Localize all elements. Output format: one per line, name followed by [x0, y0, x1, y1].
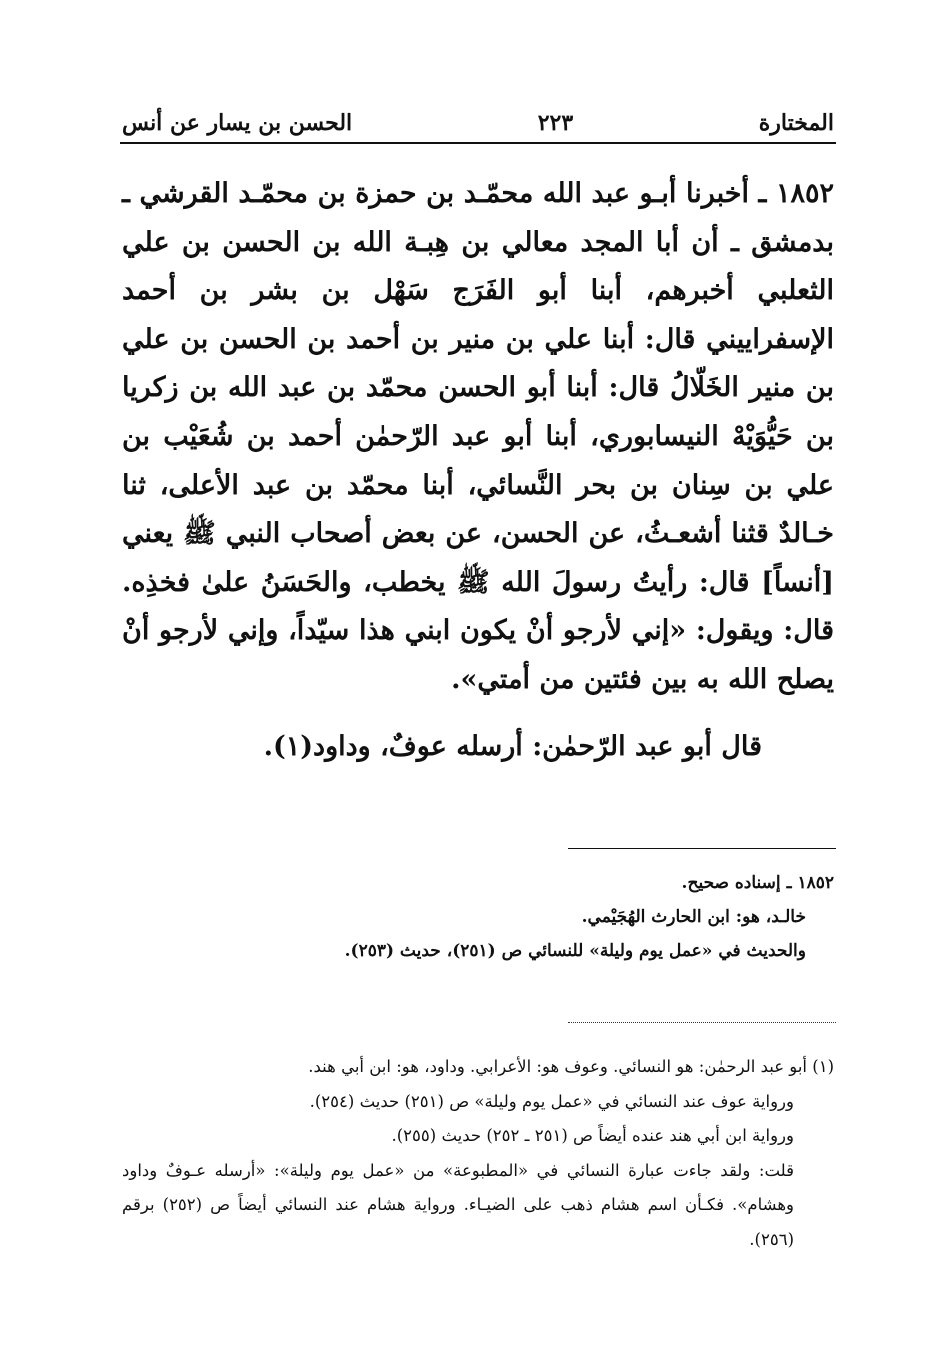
header-rule [120, 142, 836, 144]
footnote-line: ورواية عوف عند النسائي في «عمل يوم وليلة» ص (٢٥١) حديث (٢٥٤). [309, 1091, 794, 1111]
main-text [122, 170, 834, 771]
header-book-title: المختارة [758, 110, 834, 136]
footnotes [122, 1050, 834, 1257]
note-line: والحديث في «عمل يوم وليلة» للنسائي ص (٢٥١)، حديث (٢٥٣). [344, 941, 806, 961]
page-header [122, 96, 834, 136]
editor-notes [122, 866, 834, 968]
footnote-line: قلت: ولقد جاءت عبارة النسائي في «المطبوعة» من «عمل يوم وليلة»: «أرسله عـوفٌ وداود وهشام». فكـأن اسم هشام ذهب على الضيـاء. ورواية هشام عند النسائي أيضاً ص (٢٥٢) برقم (٢٥٦). [122, 1160, 795, 1249]
note-line: ١٨٥٢ ـ إسناده صحيح. [681, 873, 834, 893]
header-chapter-title: الحسن بن يسار عن أنس [122, 110, 353, 136]
note-line: خالـد، هو: ابن الحارث الهُجَيْمي. [581, 907, 806, 927]
footnote-line: (١) أبو عبد الرحمٰن: هو النسائي. وعوف هو: الأعرابي. وداود، هو: ابن أبي هند. [308, 1057, 834, 1076]
narrator-remark: قال أبو عبد الرّحمٰن: أرسله عوفٌ، وداود(١). [263, 730, 762, 762]
hadith-paragraph: ١٨٥٢ ـ أخبرنا أبـو عبد الله محمّـد بن حمزة بن محمّـد القرشي ـ بدمشق ـ أن أبا المجد معالي بن هِبـة الله بن الحسن بن علي الثعلبي أخبرهم، أبنا أبو الفَرَج سَهْل بن بشر بن أحمد الإسفراييني قال: أبنا علي بن منير بن أحمد بن الحسن بن علي بن منير الخَلّالُ قال: أبنا أبو الحسن محمّد بن عبد الله بن زكريا بن حَيُّوَيْهْ النيسابوري، أبنا أبو عبد الرّحمٰن أحمد بن شُعَيْب بن علي بن سِنان بن بحر النَّسائي، أبنا محمّد بن عبد الأعلى، ثنا خـالدٌ قثنا أشعـثُ، عن الحسن، عن بعض أصحاب النبي ﷺ يعني [أنساً] قال: رأيتُ رسولَ الله ﷺ يخطب، والحَسَنُ علىٰ فخذِه. قال: ويقول: «إني لأرجو أنْ يكون ابني هذا سيّداً، وإني لأرجو أنْ يصلح الله به بين فئتين من أمتي». [122, 178, 835, 695]
footnote-divider-dotted [568, 1022, 836, 1023]
footnote-divider [568, 848, 836, 849]
page-number: ٢٢٣ [537, 110, 574, 136]
footnote-line: ورواية ابن أبي هند عنده أيضاً ص (٢٥١ ـ ٢٥٢) حديث (٢٥٥). [391, 1126, 794, 1145]
